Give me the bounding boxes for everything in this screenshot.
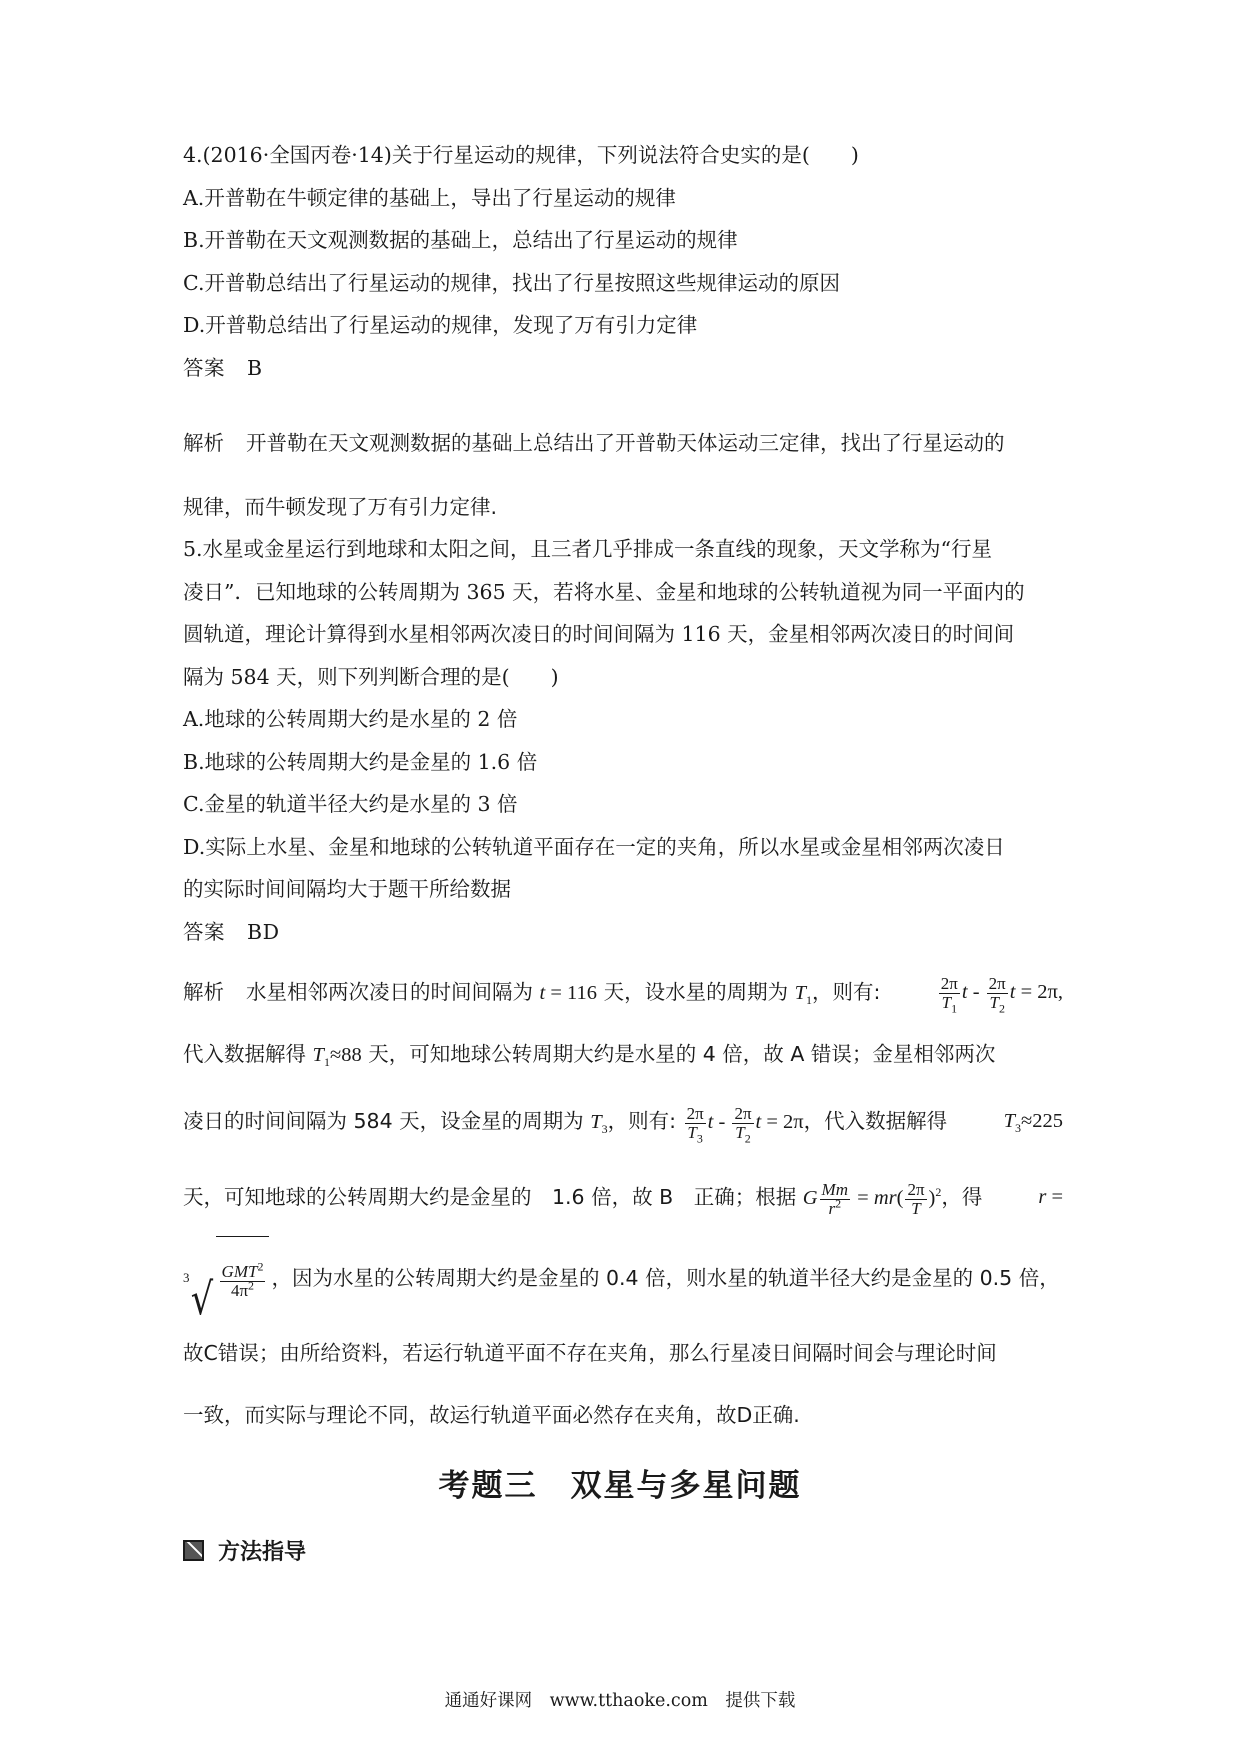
q5-explain-5: ，因为水星的公转周期大约是金星的 0.4 倍，则水星的轨道半径大约是金星的 0.5 倍， xyxy=(271,1266,1060,1290)
interval-formula: t = 116 xyxy=(539,982,598,1004)
q5-explain-6: 故C错误；由所给资料，若运行轨道平面不存在夹角，那么行星凌日间隔时间会与理论时间 xyxy=(183,1341,997,1365)
venus-equation: $\frac{2\pi}{T_3}$ t - $\frac{2\pi}{T_2}$ t = 2π xyxy=(686,1103,804,1146)
footer: 通通好课网 www.tthaoke.com 提供下载 xyxy=(444,1691,796,1711)
q5-explain-3b: ，则有: xyxy=(607,1109,677,1133)
q4-explain-label: 解析 xyxy=(183,431,224,455)
mercury-equation: $\frac{2\pi}{T_1}$ t - $\frac{2\pi}{T_2}$ t = 2π, xyxy=(940,973,1063,1016)
q5-explain-line-1 xyxy=(183,960,1063,1024)
q5-explain-line-3 xyxy=(183,1084,1063,1158)
q4-option-d: D.开普勒总结出了行星运动的规律，发现了万有引力定律 xyxy=(183,313,698,337)
gravity-equation: G $\frac{Mm}{r^2}$ = mr( $\frac{2\pi}{T}$ )$^2$ xyxy=(802,1179,942,1218)
question-4 xyxy=(183,134,1063,389)
period-t1: $T_1$ xyxy=(794,982,813,1008)
q5-explain-4b: ，得 xyxy=(941,1185,983,1209)
q5-option-d-cont: 的实际时间间隔均大于题干所给数据 xyxy=(183,877,511,901)
q5-explain-7: 一致，而实际与理论不同，故运行轨道平面必然存在夹角，故D正确. xyxy=(183,1403,800,1427)
method-guide xyxy=(183,1535,306,1566)
method-label: 方法指导 xyxy=(218,1540,307,1565)
method-box-icon xyxy=(183,1540,204,1561)
q5-explain-2b: 天，可知地球公转周期大约是水星的 4 倍，故 A 错误；金星相邻两次 xyxy=(368,1042,996,1066)
q4-answer-label: 答案 xyxy=(183,355,225,380)
q5-explain-2a: 代入数据解得 xyxy=(183,1042,306,1066)
q5-option-d: D.实际上水星、金星和地球的公转轨道平面存在一定的夹角，所以水星或金星相邻两次凌日 xyxy=(183,834,1005,859)
q5-explain-1a: 水星相邻两次凌日的时间间隔为 xyxy=(246,980,533,1004)
q4-explain-1: 开普勒在天文观测数据的基础上总结出了开普勒天体运动三定律，找出了行星运动的 xyxy=(246,431,1005,455)
q5-explanation xyxy=(183,960,1063,1444)
radius-formula: 3 √ $\frac{GMT^2}{4\pi^2}$ xyxy=(183,1236,269,1322)
t1-result: $T_1\approx 88$ xyxy=(312,1044,362,1070)
q4-option-b: B.开普勒在天文观测数据的基础上，总结出了行星运动的规律 xyxy=(183,228,738,252)
q5-stem-2: 凌日”．已知地球的公转周期为 365 天，若将水星、金星和地球的公转轨道视为同一平面内的 xyxy=(183,579,1025,604)
section-title: 考题三 双星与多星问题 xyxy=(438,1468,802,1504)
q4-explain-2: 规律，而牛顿发现了万有引力定律. xyxy=(183,495,498,519)
q5-explain-line-2 xyxy=(183,1024,1063,1084)
q4-option-c: C.开普勒总结出了行星运动的规律，找出了行星按照这些规律运动的原因 xyxy=(183,270,840,295)
q5-answer-line xyxy=(183,911,1063,954)
q5-explain-line-5 xyxy=(183,1236,1063,1325)
q5-explain-label: 解析 xyxy=(183,980,224,1004)
q5-explain-3c: ，代入数据解得 xyxy=(803,1109,948,1133)
q4-explain-line-1 xyxy=(183,414,1063,472)
q5-explain-4a: 天，可知地球的公转周期大约是金星的 1.6 倍，故 B 正确；根据 xyxy=(183,1185,797,1209)
q5-option-b: B.地球的公转周期大约是金星的 1.6 倍 xyxy=(183,749,538,774)
q5-option-c: C.金星的轨道半径大约是水星的 3 倍 xyxy=(183,792,518,816)
q5-stem-1: 5.水星或金星运行到地球和太阳之间，且三者几乎排成一条直线的现象，天文学称为“行星 xyxy=(183,537,993,561)
r-equals: r = xyxy=(1038,1186,1063,1208)
q4-explanation xyxy=(183,414,1063,536)
q5-stem-4: 隔为 584 天，则下列判断合理的是( ) xyxy=(183,664,559,689)
question-5 xyxy=(183,528,1063,953)
q4-stem: 4.(2016·全国丙卷·14)关于行星运动的规律，下列说法符合史实的是( ) xyxy=(183,143,859,167)
q5-stem-3: 圆轨道，理论计算得到水星相邻两次凌日的时间间隔为 116 天，金星相邻两次凌日的时间间 xyxy=(183,622,1015,646)
q4-answer-line xyxy=(183,347,1063,390)
t3-result: $T_3\approx 225$ xyxy=(1003,1110,1063,1136)
q5-option-a: A.地球的公转周期大约是水星的 2 倍 xyxy=(183,707,518,731)
q5-explain-1c: ，则有: xyxy=(812,980,881,1004)
q5-answer-label: 答案 xyxy=(183,919,225,944)
q5-explain-line-4 xyxy=(183,1158,1063,1236)
q5-answer: BD xyxy=(247,919,280,944)
q5-explain-1b: 天，设水星的周期为 xyxy=(603,980,789,1004)
period-t3: $T_3$ xyxy=(590,1111,608,1137)
q4-option-a: A.开普勒在牛顿定律的基础上，导出了行星运动的规律 xyxy=(183,185,676,210)
q4-answer: B xyxy=(247,355,263,380)
q5-explain-3a: 凌日的时间间隔为 584 天，设金星的周期为 xyxy=(183,1109,584,1133)
